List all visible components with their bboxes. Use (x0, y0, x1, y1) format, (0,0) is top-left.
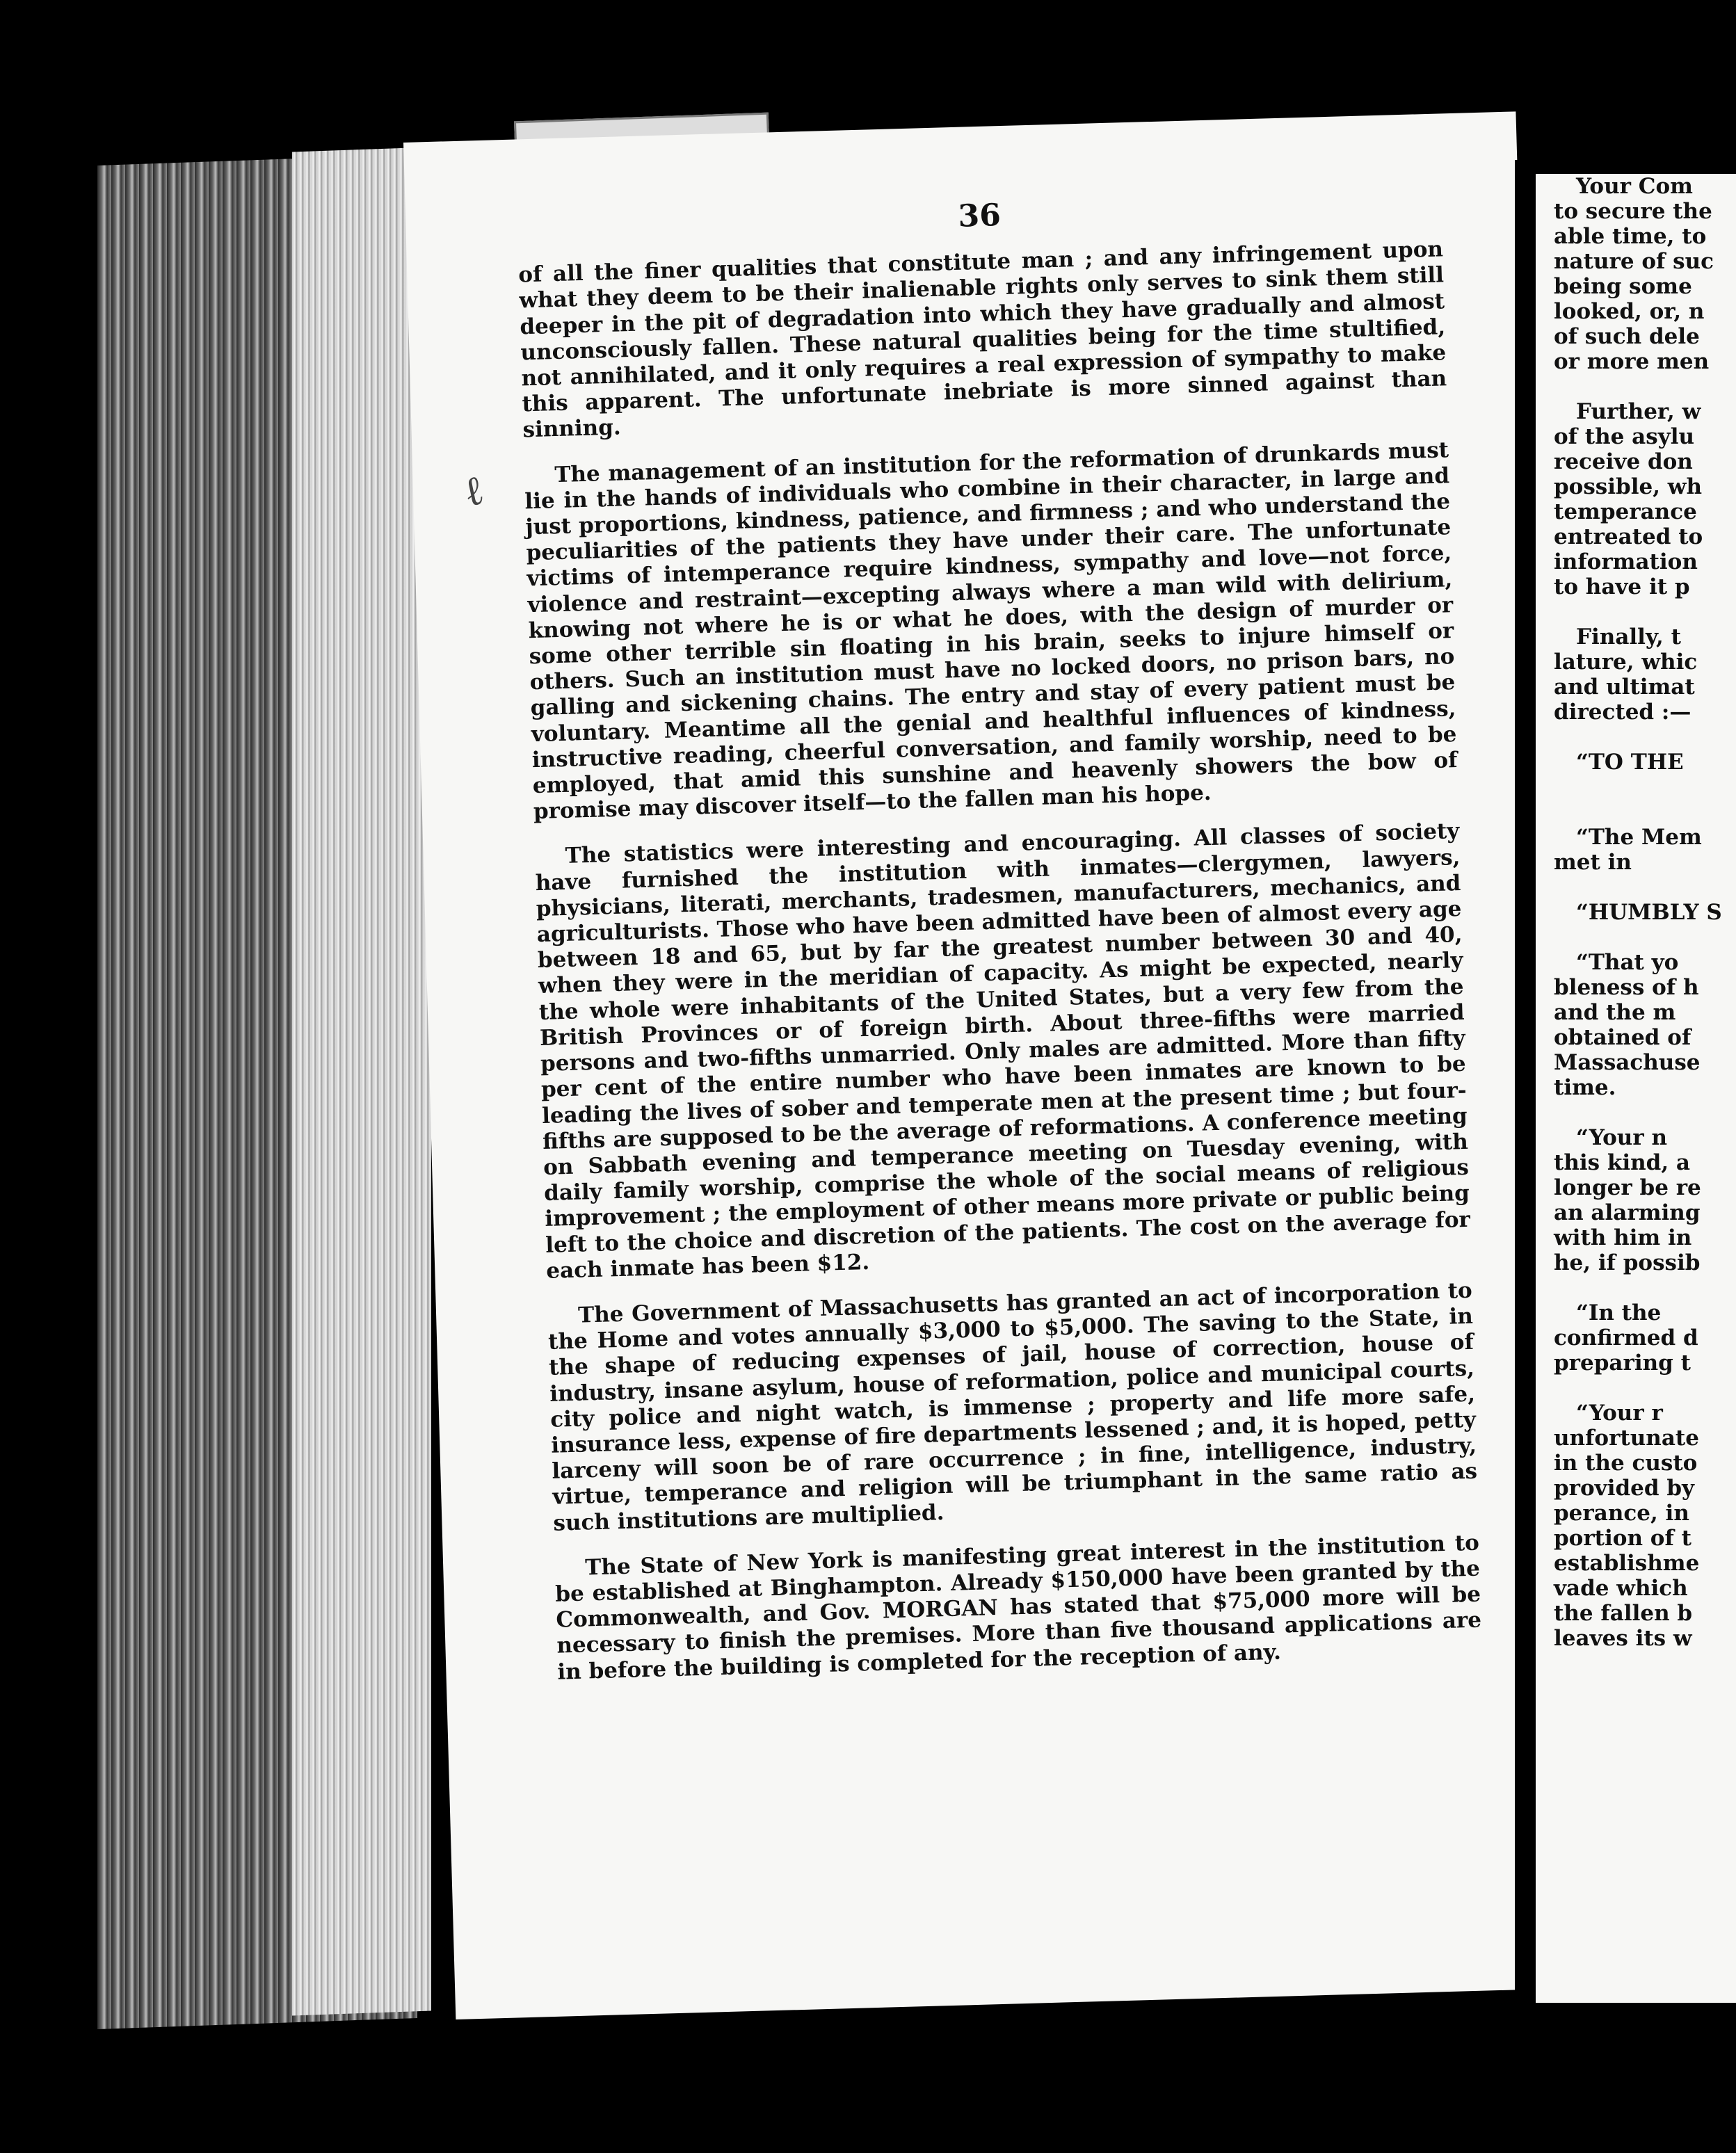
right-page-text (1536, 174, 1736, 1651)
text-line: “That yo (1576, 950, 1679, 975)
text-line: the fallen b (1554, 1601, 1693, 1626)
text-line: entreated to (1554, 524, 1703, 549)
text-line: “Your r (1576, 1401, 1663, 1426)
text-line: vade which (1554, 1576, 1688, 1601)
text-line: lature, whic (1554, 650, 1698, 675)
text-line: directed :— (1554, 700, 1691, 725)
text-line: he, if possib (1554, 1250, 1701, 1275)
text-line: in the custo (1554, 1451, 1698, 1476)
text-line: time. (1554, 1075, 1616, 1100)
text-line: to have it p (1554, 574, 1690, 599)
text-line: establishme (1554, 1551, 1700, 1576)
text-line: obtained of (1554, 1025, 1691, 1050)
text-line: nature of suc (1554, 249, 1714, 274)
paragraph: The Government of Massachusetts has granted an act of incorporation to the Home and votes annually $3,000 to $5,000. The saving to the State, in the shape of reducing expenses of jail, house of correction, house of industry, insane asylum, house of reformation, police and municipal courts, city police and night watch, is immense ; property and life more safe, insurance less, expense of fire departments lessened ; and, it is hoped, petty larceny will soon be of rare occurrence ; in fine, intelligence, industry, virtue, temperance and religion will be triumphant in the same ratio as such institutions are multiplied. (547, 1277, 1478, 1536)
text-line: of such dele (1554, 324, 1700, 349)
text-line: unfortunate (1554, 1426, 1699, 1451)
book-gutter (1515, 160, 1536, 2031)
text-line: preparing t (1554, 1350, 1691, 1376)
text-line: this kind, a (1554, 1150, 1691, 1175)
line-gap (1536, 599, 1736, 624)
text-line: Your Com (1576, 174, 1693, 199)
line-gap (1536, 725, 1736, 750)
text-line: “HUMBLY S (1576, 900, 1722, 925)
text-line: Massachuse (1554, 1050, 1701, 1075)
paragraph: The State of New York is manifesting great interest in the institution to be established at Binghampton. Already $150,000 have been granted by the Commonwealth, and Gov. MORGAN has stated that $75,000 more will be necessary to finish the premises. More than five thousand applications are in before the building is completed for the reception of any. (554, 1530, 1482, 1685)
text-line: bleness of h (1554, 975, 1699, 1000)
paragraph: of all the finer qualities that constitute man ; and any infringement upon what they deem to be their inalienable rights only serves to sink them still deeper in the pit of degradation into which they have gradually and almost unconsciously fallen. These natural qualities being for the time stultified, not annihilated, and it only requires a real expression of sympathy to make this apparent. The unfortunate inebriate is more sinned against than sinning. (517, 236, 1447, 443)
text-line: and ultimat (1554, 675, 1695, 700)
text-line: to secure the (1554, 199, 1712, 224)
text-line: portion of t (1554, 1526, 1691, 1551)
line-gap (1536, 875, 1736, 900)
left-page-text (517, 190, 1483, 1704)
text-line: temperance (1554, 499, 1697, 524)
right-page (1536, 174, 1736, 2003)
text-line: an alarming (1554, 1200, 1701, 1225)
line-gap (1536, 1100, 1736, 1125)
text-line: or more men (1554, 349, 1710, 374)
book-page-edges-light (292, 147, 431, 2016)
text-line: able time, to (1554, 224, 1707, 249)
text-line: met in (1554, 850, 1632, 875)
line-gap (1536, 1275, 1736, 1300)
line-gap (1536, 775, 1736, 800)
paragraph: The management of an institution for the reformation of drunkards must lie in the hands of individuals who combine in their character, in large and just proportions, kindness, patience, and firmness ; and who understand the peculiarities of the patients they have under their care. The unfortunate victims of intemperance require kindness, sympathy and love—not force, violence and restraint—excepting always where a man wild with delirium, knowing not where he is or what he does, with the design of murder or some other terrible sin floating in his brain, seeks to injure himself or others. Such an institution must have no locked doors, no prison bars, no galling and sickening chains. The entry and stay of every patient must be voluntary. Meantime all the genial and healthful influences of kindness, instructive reading, cheerful conversation, and family worship, need to be employed, that amid this sunshine and heavenly showers the bow of promise may discover itself—to the fallen man his hope. (524, 437, 1458, 825)
text-line: longer be re (1554, 1175, 1701, 1200)
text-line: possible, wh (1554, 474, 1703, 499)
text-line: confirmed d (1554, 1325, 1698, 1350)
text-line: of the asylu (1554, 424, 1695, 449)
text-line: with him in (1554, 1225, 1692, 1250)
text-line: Further, w (1576, 399, 1701, 424)
line-gap (1536, 925, 1736, 950)
text-line: “TO THE (1576, 750, 1684, 775)
text-line: information (1554, 549, 1698, 574)
text-line: being some (1554, 274, 1692, 299)
text-line: Finally, t (1576, 624, 1681, 650)
line-gap (1536, 800, 1736, 825)
paragraph: The statistics were interesting and encouraging. All classes of society have furnished the institution with inmates—clergymen, lawyers, physicians, literati, merchants, tradesmen, manufacturers, mechanics, and agriculturists. Those who have been admitted have been of almost every age between 18 and 65, but by far the greatest number between 30 and 40, when they were in the meridian of capacity. As might be expected, nearly the whole were inhabitants of the United States, but a very few from the British Provinces or of foreign birth. About three-fifths were married persons and two-fifths unmarried. Only males are admitted. More than fifty per cent of the entire number who have been inmates are known to be leading the lives of sober and temperate men at the present time ; but four-fifths are supposed to be the average of reformations. A conference meeting on Sabbath evening and temperance meeting on Tuesday evening, with daily family worship, comprise the whole of the social means of religious improvement ; the employment of other means more private or public being left to the choice and discretion of the patients. The cost on the average for each inmate has been $12. (535, 819, 1471, 1284)
text-line: looked, or, n (1554, 299, 1705, 324)
line-gap (1536, 1376, 1736, 1401)
text-line: perance, in (1554, 1501, 1689, 1526)
page-number: 36 (957, 197, 1002, 234)
text-line: and the m (1554, 1000, 1676, 1025)
text-line: “The Mem (1576, 825, 1702, 850)
text-line: “In the (1576, 1300, 1662, 1325)
margin-annotation: ℓ (456, 466, 490, 517)
text-line: “Your n (1576, 1125, 1668, 1150)
text-line: leaves its w (1554, 1626, 1692, 1651)
text-line: provided by (1554, 1476, 1695, 1501)
line-gap (1536, 374, 1736, 399)
text-line: receive don (1554, 449, 1693, 474)
left-page (403, 111, 1568, 2019)
